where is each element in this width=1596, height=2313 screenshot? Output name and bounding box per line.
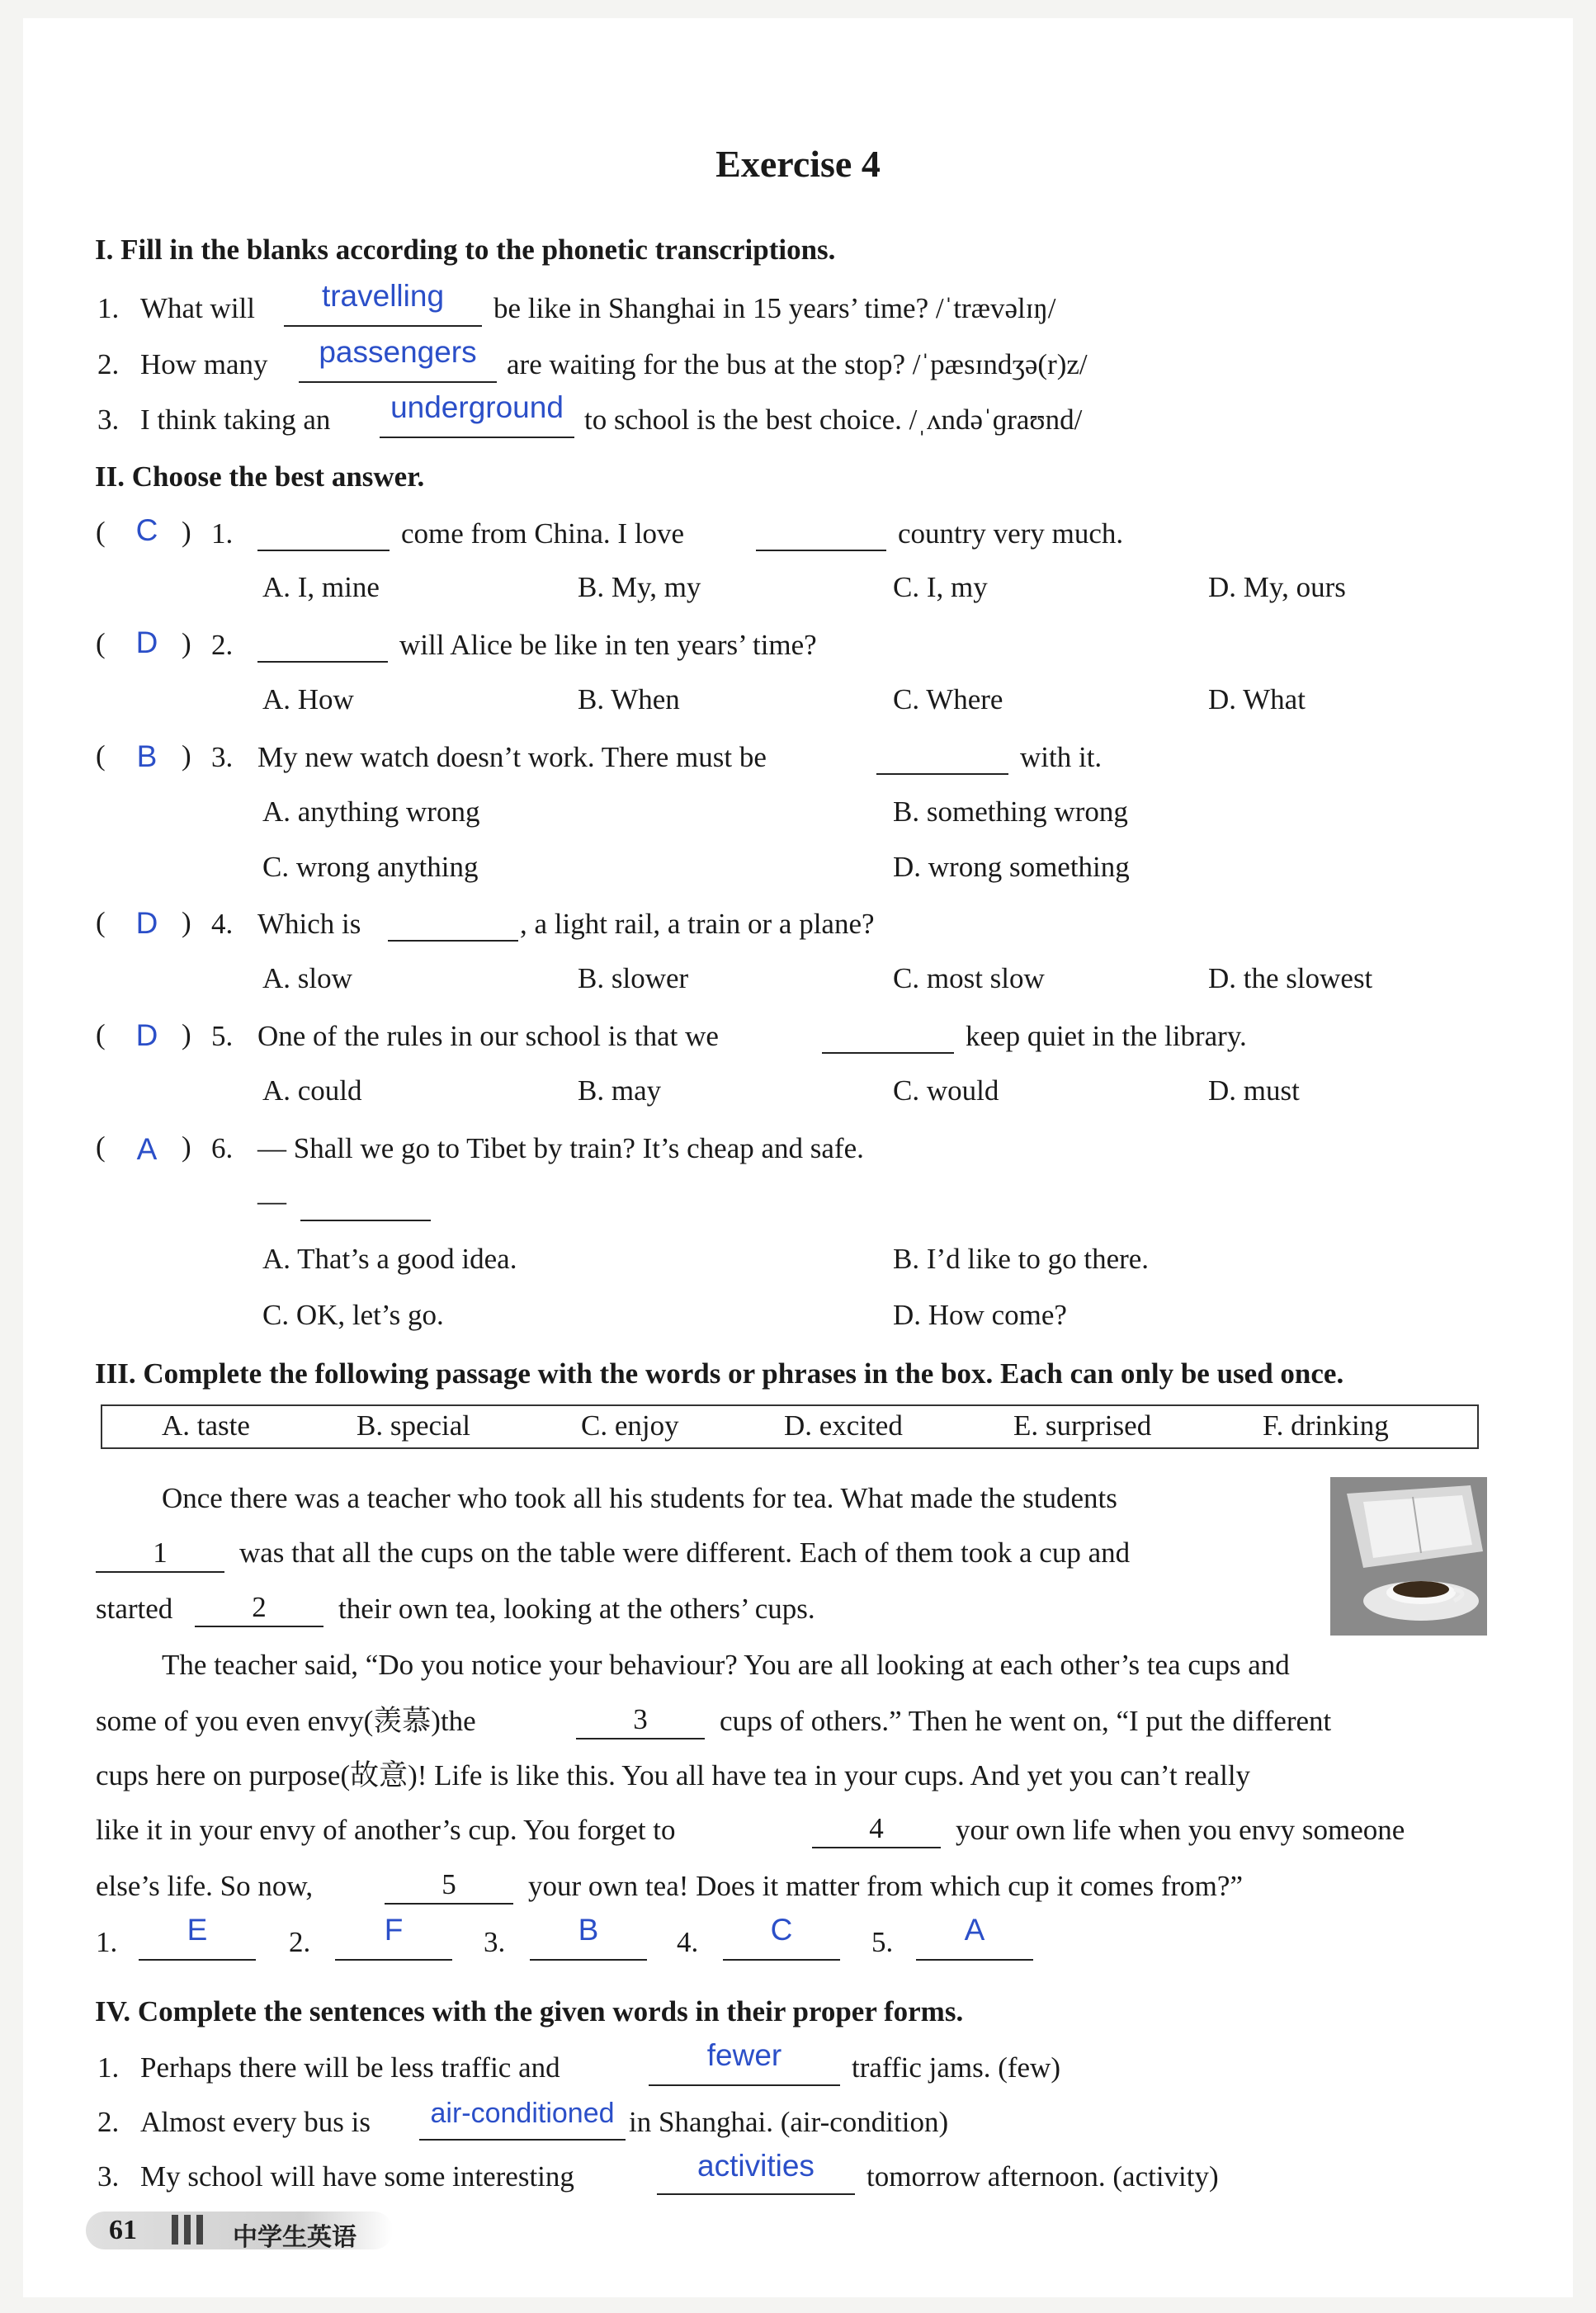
footer-bars-icon: [172, 2215, 210, 2245]
option-c: C. Where: [893, 683, 1003, 715]
word-box: [101, 1404, 1479, 1449]
s4-after: tomorrow afternoon. (activity): [866, 2160, 1219, 2193]
answer-num: 4.: [677, 1926, 699, 1958]
answer-num: 2.: [289, 1926, 311, 1958]
passage-line: Once there was a teacher who took all his students for tea. What made the students: [162, 1482, 1117, 1514]
paren-close: ): [182, 1018, 191, 1050]
q-answer: D: [135, 906, 158, 940]
q-stem-end: country very much.: [898, 517, 1124, 550]
passage-line: was that all the cups on the table were different. Each of them took a cup and: [239, 1536, 1131, 1569]
option-b: B. I’d like to go there.: [893, 1243, 1150, 1275]
option-b: B. My, my: [578, 571, 701, 603]
blank: [822, 1052, 954, 1054]
q-stem-end: with it.: [1020, 741, 1103, 773]
answer-num: 3.: [484, 1926, 506, 1958]
s1-before: How many: [140, 348, 268, 380]
passage-answer: E: [187, 1913, 208, 1947]
s1-answer: underground: [390, 390, 564, 424]
paren-open: (: [96, 1131, 106, 1163]
q-num: 1.: [211, 517, 234, 550]
paren-open: (: [96, 1018, 106, 1050]
box-item: B. special: [357, 1409, 471, 1442]
q-answer: D: [135, 625, 158, 659]
s4-num: 2.: [97, 2106, 120, 2138]
tea-cup-photo: [1330, 1477, 1487, 1636]
option-a: A. could: [262, 1074, 362, 1107]
option-b: B. When: [578, 683, 680, 715]
option-c: C. would: [893, 1074, 999, 1107]
passage-blank-3: [576, 1738, 705, 1739]
blank-number: 3: [633, 1703, 648, 1735]
s4-after: traffic jams. (few): [852, 2051, 1060, 2084]
s4-answer: fewer: [706, 2038, 782, 2072]
section-4-heading: IV. Complete the sentences with the given words in their proper forms.: [95, 1995, 964, 2027]
answer-blank: [723, 1959, 840, 1961]
blank-number: 1: [153, 1536, 168, 1569]
option-a: A. slow: [262, 962, 352, 994]
passage-line: their own tea, looking at the others’ cups.: [338, 1593, 815, 1625]
option-d: D. My, ours: [1208, 571, 1346, 603]
s1-before: I think taking an: [140, 404, 331, 436]
q-answer: C: [135, 513, 158, 547]
dash: —: [257, 1185, 286, 1217]
box-item: E. surprised: [1013, 1409, 1152, 1442]
box-item: A. taste: [162, 1409, 250, 1442]
s4-num: 1.: [97, 2051, 120, 2084]
option-c: C. wrong anything: [262, 851, 479, 883]
section-2-heading: II. Choose the best answer.: [95, 460, 425, 493]
s1-num: 1.: [97, 292, 120, 324]
passage-line: your own life when you envy someone: [956, 1814, 1405, 1846]
q-stem-end: , a light rail, a train or a plane?: [520, 908, 875, 940]
answer-blank: [299, 381, 497, 383]
q-stem: One of the rules in our school is that we: [257, 1020, 719, 1052]
passage-blank-4: [812, 1847, 941, 1848]
option-a: A. I, mine: [262, 571, 380, 603]
option-d: D. How come?: [893, 1299, 1067, 1331]
answer-blank: [649, 2084, 840, 2086]
paren-close: ): [182, 627, 191, 659]
answer-blank: [284, 325, 482, 327]
passage-answer: A: [964, 1913, 985, 1947]
page-number: 61: [109, 2215, 137, 2245]
option-d: D. must: [1208, 1074, 1300, 1107]
q-stem: will Alice be like in ten years’ time?: [399, 629, 817, 661]
passage-answer: C: [770, 1913, 793, 1947]
option-c: C. OK, let’s go.: [262, 1299, 444, 1331]
answer-blank: [530, 1959, 647, 1961]
paren-open: (: [96, 516, 106, 548]
blank-number: 5: [441, 1868, 456, 1900]
paren-open: (: [96, 627, 106, 659]
q-stem: come from China. I love: [401, 517, 685, 550]
journal-name: 中学生英语: [233, 2223, 357, 2252]
q-num: 3.: [211, 741, 234, 773]
box-item: C. enjoy: [581, 1409, 679, 1442]
passage-line: started: [96, 1593, 173, 1625]
option-b: B. slower: [578, 962, 689, 994]
option-a: A. That’s a good idea.: [262, 1243, 517, 1275]
passage-line: else’s life. So now,: [96, 1870, 314, 1902]
q-answer: A: [136, 1132, 158, 1166]
q-num: 4.: [211, 908, 234, 940]
paren-close: ): [182, 739, 191, 772]
q-stem: Which is: [257, 908, 361, 940]
s1-after: are waiting for the bus at the stop? /ˈpæsɪndʒə(r)z/: [507, 348, 1088, 380]
option-d: D. What: [1208, 683, 1306, 715]
answer-blank: [380, 437, 574, 438]
q-stem: — Shall we go to Tibet by train? It’s cheap and safe.: [257, 1132, 864, 1164]
passage-answer: F: [384, 1913, 404, 1947]
paren-close: ): [182, 516, 191, 548]
box-item: F. drinking: [1263, 1409, 1389, 1442]
passage-blank-2: [195, 1626, 323, 1627]
answer-blank: [916, 1959, 1033, 1961]
option-b: B. something wrong: [893, 795, 1128, 828]
passage-line: The teacher said, “Do you notice your behaviour? You are all looking at each other’s tea cups and: [162, 1649, 1290, 1681]
answer-num: 1.: [96, 1926, 118, 1958]
section-3-heading: III. Complete the following passage with the words or phrases in the box. Each can only be used once.: [95, 1357, 1344, 1390]
passage-line: some of you even envy(羡慕)the: [96, 1705, 476, 1737]
answer-blank: [335, 1959, 452, 1961]
answer-blank: [139, 1959, 256, 1961]
s1-num: 3.: [97, 404, 120, 436]
option-a: A. How: [262, 683, 354, 715]
blank: [756, 550, 886, 551]
s1-before: What will: [140, 292, 255, 324]
passage-answer: B: [578, 1913, 599, 1947]
option-a: A. anything wrong: [262, 795, 480, 828]
s1-answer: passengers: [319, 335, 477, 369]
s1-num: 2.: [97, 348, 120, 380]
answer-blank: [657, 2193, 855, 2195]
q-num: 5.: [211, 1020, 234, 1052]
blank: [257, 550, 390, 551]
s1-after: be like in Shanghai in 15 years’ time? /ˈtrævəlɪŋ/: [493, 292, 1056, 324]
blank: [388, 940, 518, 942]
s4-before: My school will have some interesting: [140, 2160, 574, 2193]
blank: [300, 1220, 431, 1221]
blank-number: 2: [252, 1591, 267, 1623]
q-num: 6.: [211, 1132, 234, 1164]
option-d: D. wrong something: [893, 851, 1130, 883]
passage-line: cups here on purpose(故意)! Life is like this. You all have tea in your cups. And yet you can’t really: [96, 1759, 1251, 1791]
passage-line: cups of others.” Then he went on, “I put the different: [720, 1705, 1332, 1737]
paren-close: ): [182, 1131, 191, 1163]
option-c: C. most slow: [893, 962, 1045, 994]
option-b: B. may: [578, 1074, 662, 1107]
blank-number: 4: [869, 1812, 884, 1844]
blank: [257, 661, 388, 663]
s4-num: 3.: [97, 2160, 120, 2193]
page-title: Exercise 4: [715, 143, 881, 185]
s4-before: Perhaps there will be less traffic and: [140, 2051, 560, 2084]
s1-answer: travelling: [321, 279, 445, 313]
q-stem: My new watch doesn’t work. There must be: [257, 741, 767, 773]
section-1-heading: I. Fill in the blanks according to the phonetic transcriptions.: [95, 234, 836, 266]
passage-blank-1: [96, 1571, 224, 1573]
s4-answer: air-conditioned: [430, 2098, 615, 2129]
option-d: D. the slowest: [1208, 962, 1373, 994]
s1-after: to school is the best choice. /ˌʌndəˈɡraʊnd/: [584, 404, 1083, 436]
s4-before: Almost every bus is: [140, 2106, 371, 2138]
s4-answer: activities: [697, 2149, 815, 2183]
paren-open: (: [96, 739, 106, 772]
answer-num: 5.: [871, 1926, 894, 1958]
q-stem-end: keep quiet in the library.: [966, 1020, 1247, 1052]
q-answer: D: [135, 1018, 158, 1052]
box-item: D. excited: [784, 1409, 903, 1442]
option-c: C. I, my: [893, 571, 988, 603]
passage-line: your own tea! Does it matter from which cup it comes from?”: [528, 1870, 1243, 1902]
passage-line: like it in your envy of another’s cup. You forget to: [96, 1814, 676, 1846]
paren-close: ): [182, 906, 191, 938]
answer-blank: [419, 2139, 626, 2141]
paren-open: (: [96, 906, 106, 938]
q-num: 2.: [211, 629, 234, 661]
s4-after: in Shanghai. (air-condition): [629, 2106, 949, 2138]
blank: [876, 773, 1008, 775]
passage-blank-5: [385, 1903, 513, 1905]
q-answer: B: [136, 739, 158, 773]
